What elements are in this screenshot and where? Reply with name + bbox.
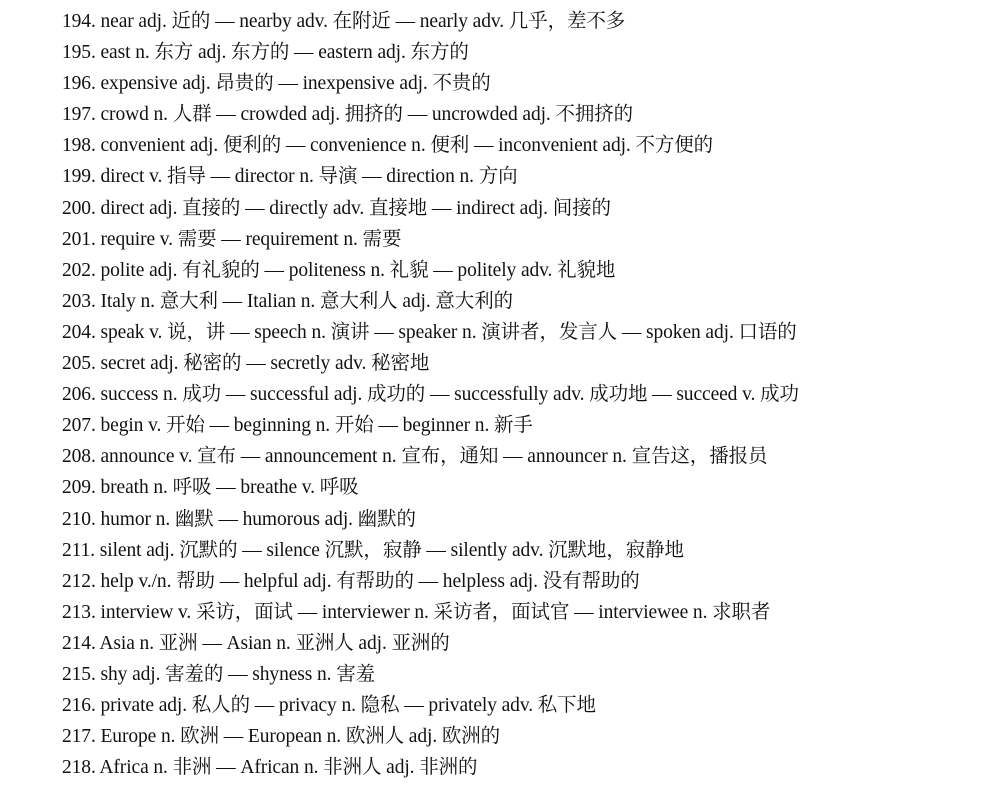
vocabulary-entry: 197. crowd n. 人群 — crowded adj. 拥挤的 — uncrowded adj. 不拥挤的: [62, 104, 634, 126]
vocabulary-entry: 205. secret adj. 秘密的 — secretly adv. 秘密地: [62, 353, 430, 375]
vocabulary-entry: 211. silent adj. 沉默的 — silence 沉默，寂静 — silently adv. 沉默地，寂静地: [62, 539, 684, 561]
vocabulary-list: [62, 6, 992, 783]
vocabulary-entry: 202. polite adj. 有礼貌的 — politeness n. 礼貌 — politely adv. 礼貌地: [62, 259, 616, 281]
vocabulary-entry: 204. speak v. 说，讲 — speech n. 演讲 — speaker n. 演讲者，发言人 — spoken adj. 口语的: [62, 321, 797, 343]
vocabulary-entry: 209. breath n. 呼吸 — breathe v. 呼吸: [62, 477, 359, 499]
vocabulary-entry: 199. direct v. 指导 — director n. 导演 — direction n. 方向: [62, 166, 518, 188]
vocabulary-entry: 217. Europe n. 欧洲 — European n. 欧洲人 adj. 欧洲的: [62, 726, 501, 748]
vocabulary-entry: 218. Africa n. 非洲 — African n. 非洲人 adj. 非洲的: [62, 757, 478, 779]
vocabulary-entry: 198. convenient adj. 便利的 — convenience n. 便利 — inconvenient adj. 不方便的: [62, 135, 714, 157]
vocabulary-entry: 196. expensive adj. 昂贵的 — inexpensive adj. 不贵的: [62, 73, 491, 95]
vocabulary-entry: 216. private adj. 私人的 — privacy n. 隐私 — privately adv. 私下地: [62, 695, 596, 717]
vocabulary-entry: 215. shy adj. 害羞的 — shyness n. 害羞: [62, 663, 376, 685]
vocabulary-entry: 212. help v./n. 帮助 — helpful adj. 有帮助的 — helpless adj. 没有帮助的: [62, 570, 640, 592]
vocabulary-entry: 206. success n. 成功 — successful adj. 成功的 — successfully adv. 成功地 — succeed v. 成功: [62, 384, 799, 406]
vocabulary-entry: 213. interview v. 采访，面试 — interviewer n. 采访者，面试官 — interviewee n. 求职者: [62, 601, 771, 623]
vocabulary-entry: 201. require v. 需要 — requirement n. 需要: [62, 228, 402, 250]
vocabulary-entry: 210. humor n. 幽默 — humorous adj. 幽默的: [62, 508, 416, 530]
vocabulary-entry: 208. announce v. 宣布 — announcement n. 宣布，通知 — announcer n. 宣告这，播报员: [62, 446, 768, 468]
vocabulary-entry: 207. begin v. 开始 — beginning n. 开始 — beginner n. 新手: [62, 415, 533, 437]
vocabulary-entry: 214. Asia n. 亚洲 — Asian n. 亚洲人 adj. 亚洲的: [62, 632, 450, 654]
vocabulary-entry: 195. east n. 东方 adj. 东方的 — eastern adj. 东方的: [62, 42, 469, 64]
vocabulary-entry: 203. Italy n. 意大利 — Italian n. 意大利人 adj. 意大利的: [62, 290, 513, 312]
vocabulary-entry: 200. direct adj. 直接的 — directly adv. 直接地 — indirect adj. 间接的: [62, 197, 611, 219]
vocabulary-entry: 194. near adj. 近的 — nearby adv. 在附近 — nearly adv. 几乎，差不多: [62, 11, 626, 32]
